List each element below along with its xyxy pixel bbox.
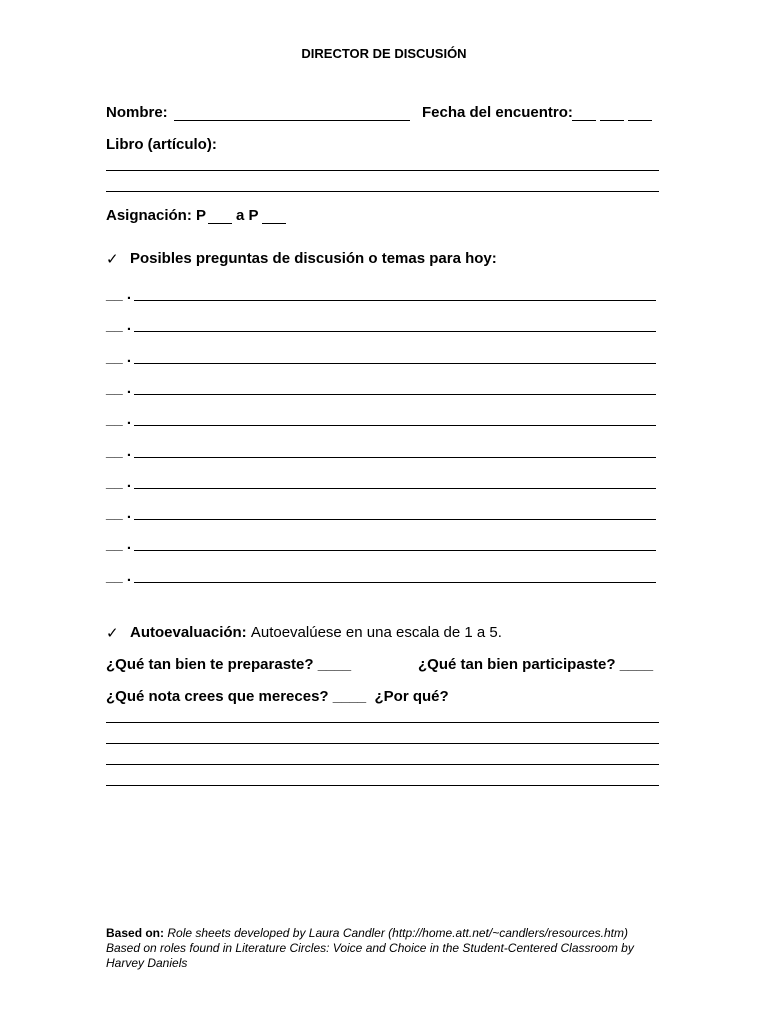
porque-blank-1[interactable] [106,722,659,723]
autoeval-heading: Autoevaluación: [130,624,247,641]
footer-line-1: Role sheets developed by Laura Candler (http://home.att.net/~candlers/resources.htm) [167,926,628,940]
question-blank-4[interactable] [134,394,656,395]
nombre-label: Nombre: [106,104,168,121]
question-blank-7[interactable] [134,488,656,489]
footer-credits [106,926,666,971]
porque-blank-3[interactable] [106,764,659,765]
libro-label: Libro (artículo): [106,136,217,153]
check-icon: ✓ [106,625,119,642]
question-number-10: __ . [106,568,132,585]
question-blank-2[interactable] [134,331,656,332]
nombre-blank[interactable] [174,120,410,121]
nota-question: ¿Qué nota crees que mereces? ____ [106,688,367,705]
question-blank-8[interactable] [134,519,656,520]
fecha-blank-month[interactable] [600,120,624,121]
participaste-question: ¿Qué tan bien participaste? ____ [418,656,654,673]
porque-blank-4[interactable] [106,785,659,786]
question-blank-9[interactable] [134,550,656,551]
libro-blank-1[interactable] [106,170,659,171]
question-number-7: __ . [106,474,132,491]
page-title: DIRECTOR DE DISCUSIÓN [301,46,467,61]
question-number-6: __ . [106,443,132,460]
based-on-label: Based on: [106,926,165,940]
question-blank-10[interactable] [134,582,656,583]
question-number-5: __ . [106,411,132,428]
preparaste-question: ¿Qué tan bien te preparaste? ____ [106,656,352,673]
question-number-2: __ . [106,317,132,334]
libro-blank-2[interactable] [106,191,659,192]
fecha-blank-day[interactable] [572,120,596,121]
question-blank-1[interactable] [134,300,656,301]
autoeval-text: Autoevalúese en una escala de 1 a 5. [250,624,502,641]
asignacion-blank-end[interactable] [262,223,286,224]
question-number-1: __ . [106,286,132,303]
asignacion-label: Asignación: P [106,207,207,224]
check-icon: ✓ [106,251,119,268]
question-number-8: __ . [106,505,132,522]
question-number-4: __ . [106,380,132,397]
footer-line-2: Based on roles found in Literature Circles: Voice and Choice in the Student-Centered Classroom by Harvey Daniels [106,941,634,970]
question-number-3: __ . [106,349,132,366]
fecha-blank-year[interactable] [628,120,652,121]
fecha-label: Fecha del encuentro: [422,104,573,121]
question-number-9: __ . [106,536,132,553]
preguntas-heading: Posibles preguntas de discusión o temas para hoy: [130,250,497,267]
question-blank-5[interactable] [134,425,656,426]
question-blank-6[interactable] [134,457,656,458]
question-blank-3[interactable] [134,363,656,364]
porque-blank-2[interactable] [106,743,659,744]
asignacion-mid-label: a P [236,207,259,224]
asignacion-blank-start[interactable] [208,223,232,224]
porque-question: ¿Por qué? [374,688,449,705]
